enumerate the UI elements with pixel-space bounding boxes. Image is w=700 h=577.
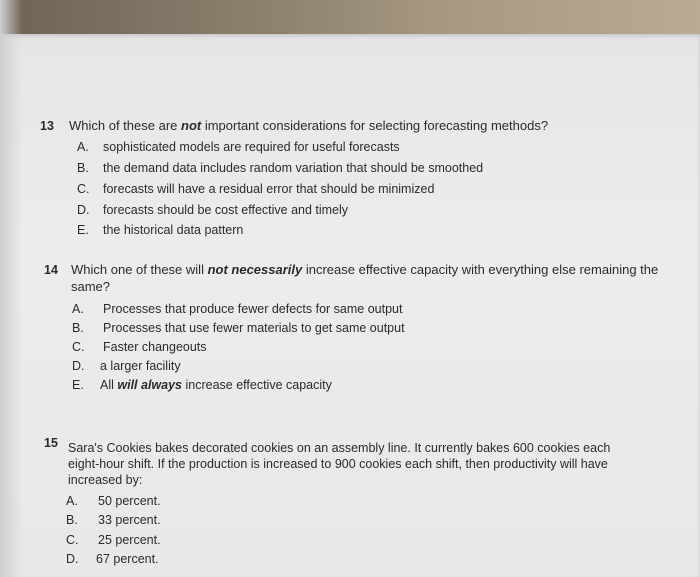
option-letter: A. [77,140,89,154]
option-letter: B. [66,513,78,527]
option-letter: D. [77,203,90,217]
option-letter: C. [77,182,90,196]
stem-text: increase effective capacity with everything else remaining the [302,262,659,277]
stem-text: important considerations for selecting forecasting methods? [201,118,549,133]
question-stem-line-3: increased by: [68,473,143,487]
option-text: a larger facility [100,359,181,373]
option-text-part: increase effective capacity [182,378,332,392]
option-text [100,378,332,392]
question-number: 15 [44,436,58,450]
option-text: 25 percent. [98,533,161,547]
question-stem-line-2: same? [71,279,111,294]
question-stem [69,118,548,134]
page-shadow [0,0,22,577]
option-text: Processes that produce fewer defects for same output [103,302,403,316]
option-letter: D. [66,552,79,566]
option-letter: D. [72,359,85,373]
question-stem-line-1: Sara's Cookies bakes decorated cookies on an assembly line. It currently bakes 600 cookies each [68,441,611,455]
option-letter: B. [77,161,89,175]
option-text: the demand data includes random variation that should be smoothed [103,161,484,175]
option-text: 33 percent. [98,513,161,527]
question-number: 14 [44,263,58,277]
option-text: Faster changeouts [103,340,207,354]
option-text: Processes that use fewer materials to get same output [103,321,405,335]
question-stem [71,262,658,278]
option-letter: E. [77,223,89,237]
option-text-emphasis: will always [117,378,182,392]
option-text-part: All [100,378,118,392]
stem-text: Which one of these will [71,262,208,277]
stem-emphasis: not necessarily [207,262,303,277]
option-letter: B. [72,321,84,335]
option-letter: C. [72,340,85,354]
option-letter: A. [66,494,78,508]
option-text: 50 percent. [98,494,161,508]
option-letter: C. [66,533,79,547]
option-text: forecasts will have a residual error that should be minimized [103,182,435,196]
option-letter: A. [72,302,84,316]
option-text: sophisticated models are required for useful forecasts [103,140,400,154]
stem-emphasis: not [181,118,202,133]
option-text: 67 percent. [96,552,159,566]
option-text: forecasts should be cost effective and timely [103,203,349,217]
question-number: 13 [40,119,54,133]
stem-text: Which of these are [69,118,181,133]
question-stem-line-2: eight-hour shift. If the production is increased to 900 cookies each shift, then productivity will have [68,457,608,471]
option-letter: E. [72,378,84,392]
option-text: the historical data pattern [103,223,244,237]
